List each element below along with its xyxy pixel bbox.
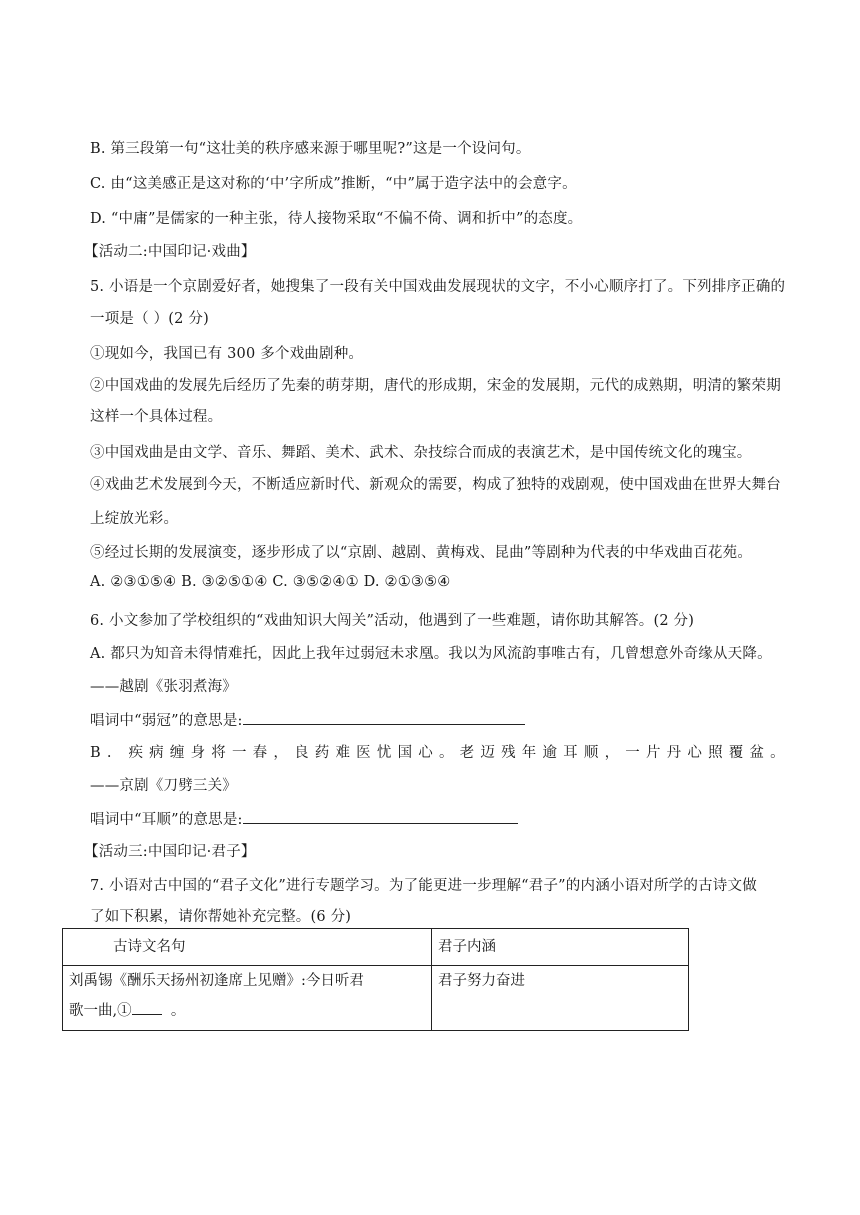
question-6a-lyrics: A. 都只为知音未得情难托，因此上我年过弱冠未求凰。我以为风流韵事唯古有，几曾想意外奇缘从天降。 [90,646,772,662]
poem-line-2 [69,996,425,1026]
sentence-1: ①现如今，我国已有 300 多个戏曲剧种。 [90,346,364,362]
question-6b-prompt [90,807,518,829]
table-cell-poem [63,966,432,1031]
activity-two-heading: 【活动二:中国印记·戏曲】 [84,244,256,260]
sentence-3: ③中国戏曲是由文学、音乐、舞蹈、美术、武术、杂技综合而成的表演艺术，是中国传统文化的瑰宝。 [90,445,752,461]
answer-blank-ruoguan[interactable] [243,708,525,725]
sentence-4-line2: 上绽放光彩。 [90,511,179,527]
activity-three-heading: 【活动三:中国印记·君子】 [84,844,256,860]
poem-line-2-text: 歌一曲,① [69,1003,132,1019]
question-6-stem: 6. 小文参加了学校组织的“戏曲知识大闯关”活动，他遇到了一些难题，请你助其解答。(2 分) [90,613,695,629]
table-row [63,966,689,1031]
table-header-row [63,929,689,966]
sentence-2-line1: ②中国戏曲的发展先后经历了先秦的萌芽期，唐代的形成期，宋金的发展期，元代的成熟期，明清的繁荣期 [90,378,781,394]
question-6b-source: ——京剧《刀劈三关》 [90,778,237,794]
question-5-line2: 一项是（ ）(2 分) [90,311,209,327]
table-cell-meaning: 君子努力奋进 [432,966,689,1031]
question-7-line1: 7. 小语对古中国的“君子文化”进行专题学习。为了能更进一步理解“君子”的内涵小语对所学的古诗文做 [90,878,757,894]
question-6b-prompt-text: 唱词中“耳顺”的意思是: [90,812,243,828]
sentence-4-line1: ④戏曲艺术发展到今天，不断适应新时代、新观众的需要，构成了独特的戏剧观，使中国戏曲在世界大舞台 [90,477,781,493]
poem-line-2-end: 。 [170,1003,186,1019]
question-6a-prompt-text: 唱词中“弱冠”的意思是: [90,713,243,729]
question-6b-lyrics: B. 疾病缠身将一春，良药难医忧国心。老迈残年逾耳顺，一片丹心照覆盆。 [90,745,791,761]
question-7-line2: 了如下积累，请你帮她补充完整。(6 分) [90,909,352,925]
question-6a-prompt [90,708,525,730]
junzi-table [62,928,689,1031]
option-c-line: C. 由“这美感正是这对称的‘中’字所成”推断，“中”属于造字法中的会意字。 [90,176,577,192]
sentence-2-line2: 这样一个具体过程。 [90,409,223,425]
option-d-line: D. “中庸”是儒家的一种主张，待人接物采取“不偏不倚、调和折中”的态度。 [90,211,583,227]
question-5-line1: 5. 小语是一个京剧爱好者，她搜集了一段有关中国戏曲发展现状的文字，不小心顺序打了。下列排序正确的 [90,279,786,295]
question-5-options: A. ②③①⑤④ B. ③②⑤①④ C. ③⑤②④① D. ②①③⑤④ [90,574,451,590]
question-6a-source: ——越剧《张羽煮海》 [90,679,237,695]
table-header-meaning: 君子内涵 [432,929,689,966]
sentence-5: ⑤经过长期的发展演变，逐步形成了以“京剧、越剧、黄梅戏、昆曲”等剧种为代表的中华戏曲百花苑。 [90,545,753,561]
answer-blank-ershun[interactable] [243,807,518,824]
answer-blank-1[interactable] [132,1000,162,1015]
option-b-line: B. 第三段第一句“这壮美的秩序感来源于哪里呢?”这是一个设问句。 [90,141,531,157]
table-header-poem: 古诗文名句 [63,929,432,966]
poem-line-1: 刘禹锡《酬乐天扬州初逢席上见赠》:今日听君 [69,973,364,989]
